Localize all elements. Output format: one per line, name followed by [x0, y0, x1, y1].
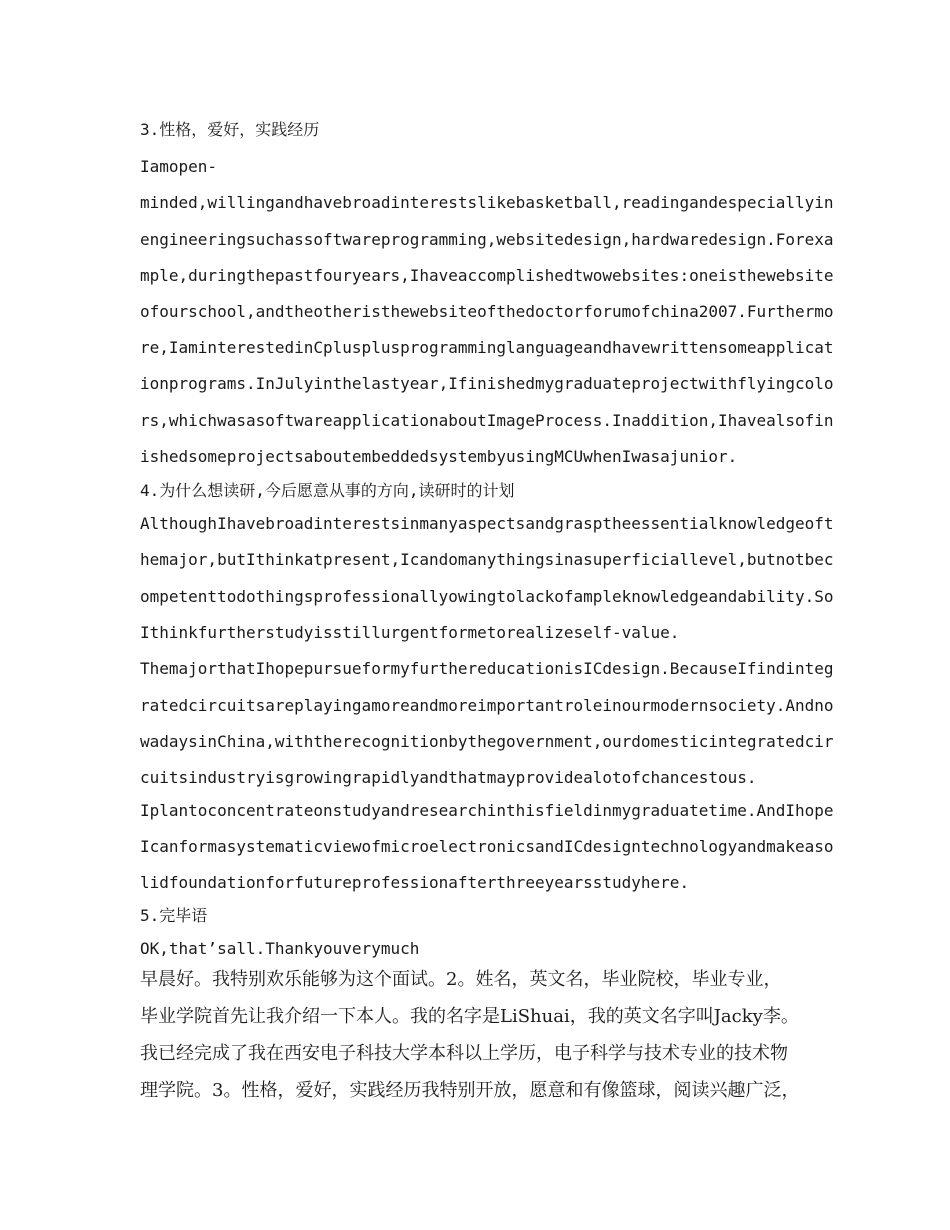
paragraph-line: re,IaminterestedinCplusplusprogramminglanguageandhavewrittensomeapplicat	[140, 338, 834, 357]
paragraph-line: IcanformasystematicviewofmicroelectronicsandICdesigntechnologyandmakeaso	[140, 837, 834, 856]
section-5-heading: 5.完毕语	[140, 906, 208, 925]
paragraph-line: hemajor,butIthinkatpresent,Icandomanythingsinasuperficiallevel,butnotbec	[140, 550, 834, 569]
paragraph-line: rs,whichwasasoftwareapplicationaboutImageProcess.Inaddition,Ihavealsofin	[140, 411, 834, 430]
paragraph-line: cuitsindustryisgrowingrapidlyandthatmayprovidealotofchancestous.	[140, 768, 757, 787]
chinese-line: 早晨好。我特别欢乐能够为这个面试。2。姓名，英文名，毕业院校，毕业专业，	[140, 969, 782, 990]
paragraph-line: ompetenttodothingsprofessionallyowingtolackofampleknowledgeandability.So	[140, 587, 834, 606]
paragraph-line: ofourschool,andtheotheristhewebsiteofthedoctorforumofchina2007.Furthermo	[140, 302, 834, 321]
paragraph-line: ishedsomeprojectsaboutembeddedsystembyusingMCUwhenIwasajunior.	[140, 447, 738, 466]
section-4-heading: 4.为什么想读研,今后愿意从事的方向,读研时的计划	[140, 481, 515, 500]
chinese-line: 毕业学院首先让我介绍一下本人。我的名字是LiShuai，我的英文名字叫Jacky李。	[140, 1006, 799, 1027]
paragraph-line: mple,duringthepastfouryears,Ihaveaccomplishedtwowebsites:oneisthewebsite	[140, 266, 834, 285]
chinese-line: 理学院。3。性格，爱好，实践经历我特别开放，愿意和有像篮球，阅读兴趣广泛，	[140, 1080, 800, 1101]
paragraph-line: Ithinkfurtherstudyisstillurgentformetorealizeself-value.	[140, 623, 680, 642]
paragraph-line: ratedcircuitsareplayingamoreandmoreimportantroleinourmodernsociety.Andno	[140, 696, 834, 715]
paragraph-line: minded,willingandhavebroadinterestslikebasketball,readingandespeciallyin	[140, 193, 834, 212]
chinese-line: 我已经完成了我在西安电子科技大学本科以上学历，电子科学与技术专业的技术物	[140, 1043, 788, 1064]
paragraph-line: ThemajorthatIhopepursueformyfurthereducationisICdesign.BecauseIfindinteg	[140, 659, 834, 678]
paragraph-line: Iplantoconcentrateonstudyandresearchinthisfieldinmygraduatetime.AndIhope	[140, 801, 834, 820]
section-3-heading: 3.性格，爱好，实践经历	[140, 120, 320, 139]
paragraph-line: engineeringsuchassoftwareprogramming,websitedesign,hardwaredesign.Forexa	[140, 230, 834, 249]
paragraph-line: Iamopen-	[140, 157, 218, 176]
paragraph-line: lidfoundationforfutureprofessionafterthreeyearsstudyhere.	[140, 873, 690, 892]
paragraph-line: AlthoughIhavebroadinterestsinmanyaspectsandgrasptheessentialknowledgeoft	[140, 514, 834, 533]
paragraph-line: ionprograms.InJulyinthelastyear,Ifinishedmygraduateprojectwithflyingcolo	[140, 374, 834, 393]
paragraph-line: wadaysinChina,withtherecognitionbythegovernment,ourdomesticintegratedcir	[140, 732, 834, 751]
closing-line: OK,that’sall.Thankyouverymuch	[140, 939, 420, 958]
